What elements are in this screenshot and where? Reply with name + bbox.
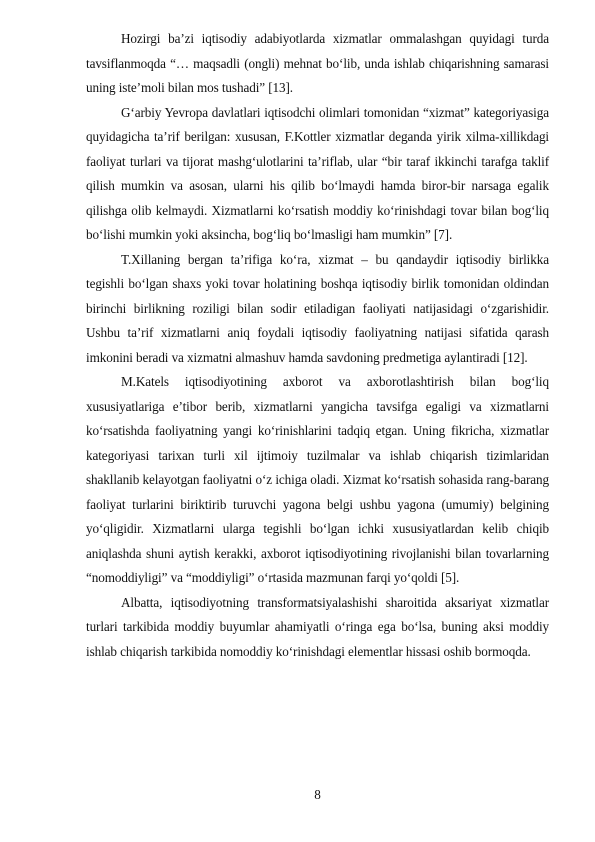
paragraph-3: T.Xillaning bergan ta’rifiga ko‘ra, xizmat – bu qandaydir iqtisodiy birlikka tegishli bo‘lgan shaxs yoki tovar holatining boshqa iqtisodiy birlik tomonidan oldindan birinchi birlikning roziligi bilan sodir etiladigan faoliyati natijasidagi o‘zgarishidir. Ushbu ta’rif xizmatlarni aniq foydali iqtisodiy faoliyatning natijasi sifatida qarash imkonini beradi va xizmatni almashuv hamda savdoning predmetiga aylantiradi [12]. xyxy=(86,251,549,365)
page-number: 8 xyxy=(314,787,321,802)
paragraph-4: M.Katels iqtisodiyotining axborot va axborotlashtirish bilan bog‘liq xususiyatlariga e’tibor berib, xizmatlarni yangicha tavsifga egaligi va xizmatlarni ko‘rsatishda faoliyatning yangi ko‘rinishlarini tadqiq etgan. Uning fikricha, xizmatlar kategoriyasi tarixan turli xil ijtimoiy tuzilmalar va ishlab chiqarish tizimlaridan shakllanib kelayotgan faoliyatni o‘z ichiga oladi. Xizmat ko‘rsatish sohasida rang-barang faoliyat turlarini biriktirib turuvchi yagona belgi ushbu yagona (umumiy) belgining yo‘qligidir. Xizmatlarni ularga tegishli bo‘lgan ichki xususiyatlardan kelib chiqib aniqlashda shuni aytish kerakki, axborot iqtisodiyotining rivojlanishi bilan tovarlarning “nomoddiyligi” va “moddiyligi” o‘rtasida mazmunan farqi yo‘qoldi [5]. xyxy=(86,374,549,585)
paragraph-2: G‘arbiy Yevropa davlatlari iqtisodchi olimlari tomonidan “xizmat” kategoriyasiga quyidagicha ta’rif berilgan: xususan, F.Kottler xizmatlar deganda yirik xilma-xillikdagi faoliyat turlari va tijorat mashg‘ulotlarini ta’riflab, ular “bir taraf ikkinchi tarafga taklif qilish mumkin va asosan, ularni his qilib bo‘lmaydi hamda biror-bir narsaga egalik qilishga olib kelmaydi. Xizmatlarni ko‘rsatish moddiy ko‘rinishdagi tovar bilan bog‘liq bo‘lishi mumkin yoki aksincha, bog‘liq bo‘lmasligi ham mumkin” [7]. xyxy=(86,104,549,242)
paragraph-1: Hozirgi ba’zi iqtisodiy adabiyotlarda xizmatlar ommalashgan quyidagi turda tavsiflanmoqda “… maqsadli (ongli) mehnat bo‘lib, unda ishlab chiqarishning samarasi uning iste’moli bilan mos tushadi” [13]. xyxy=(86,31,549,95)
paragraph-5: Albatta, iqtisodiyotning transformatsiyalashishi sharoitida aksariyat xizmatlar turlari tarkibida moddiy buyumlar ahamiyatli o‘ringa ega bo‘lsa, buning aksi moddiy ishlab chiqarish tarkibida nomoddiy ko‘rinishdagi elementlar hissasi oshib bormoqda. xyxy=(86,594,549,659)
document-body xyxy=(86,27,549,664)
